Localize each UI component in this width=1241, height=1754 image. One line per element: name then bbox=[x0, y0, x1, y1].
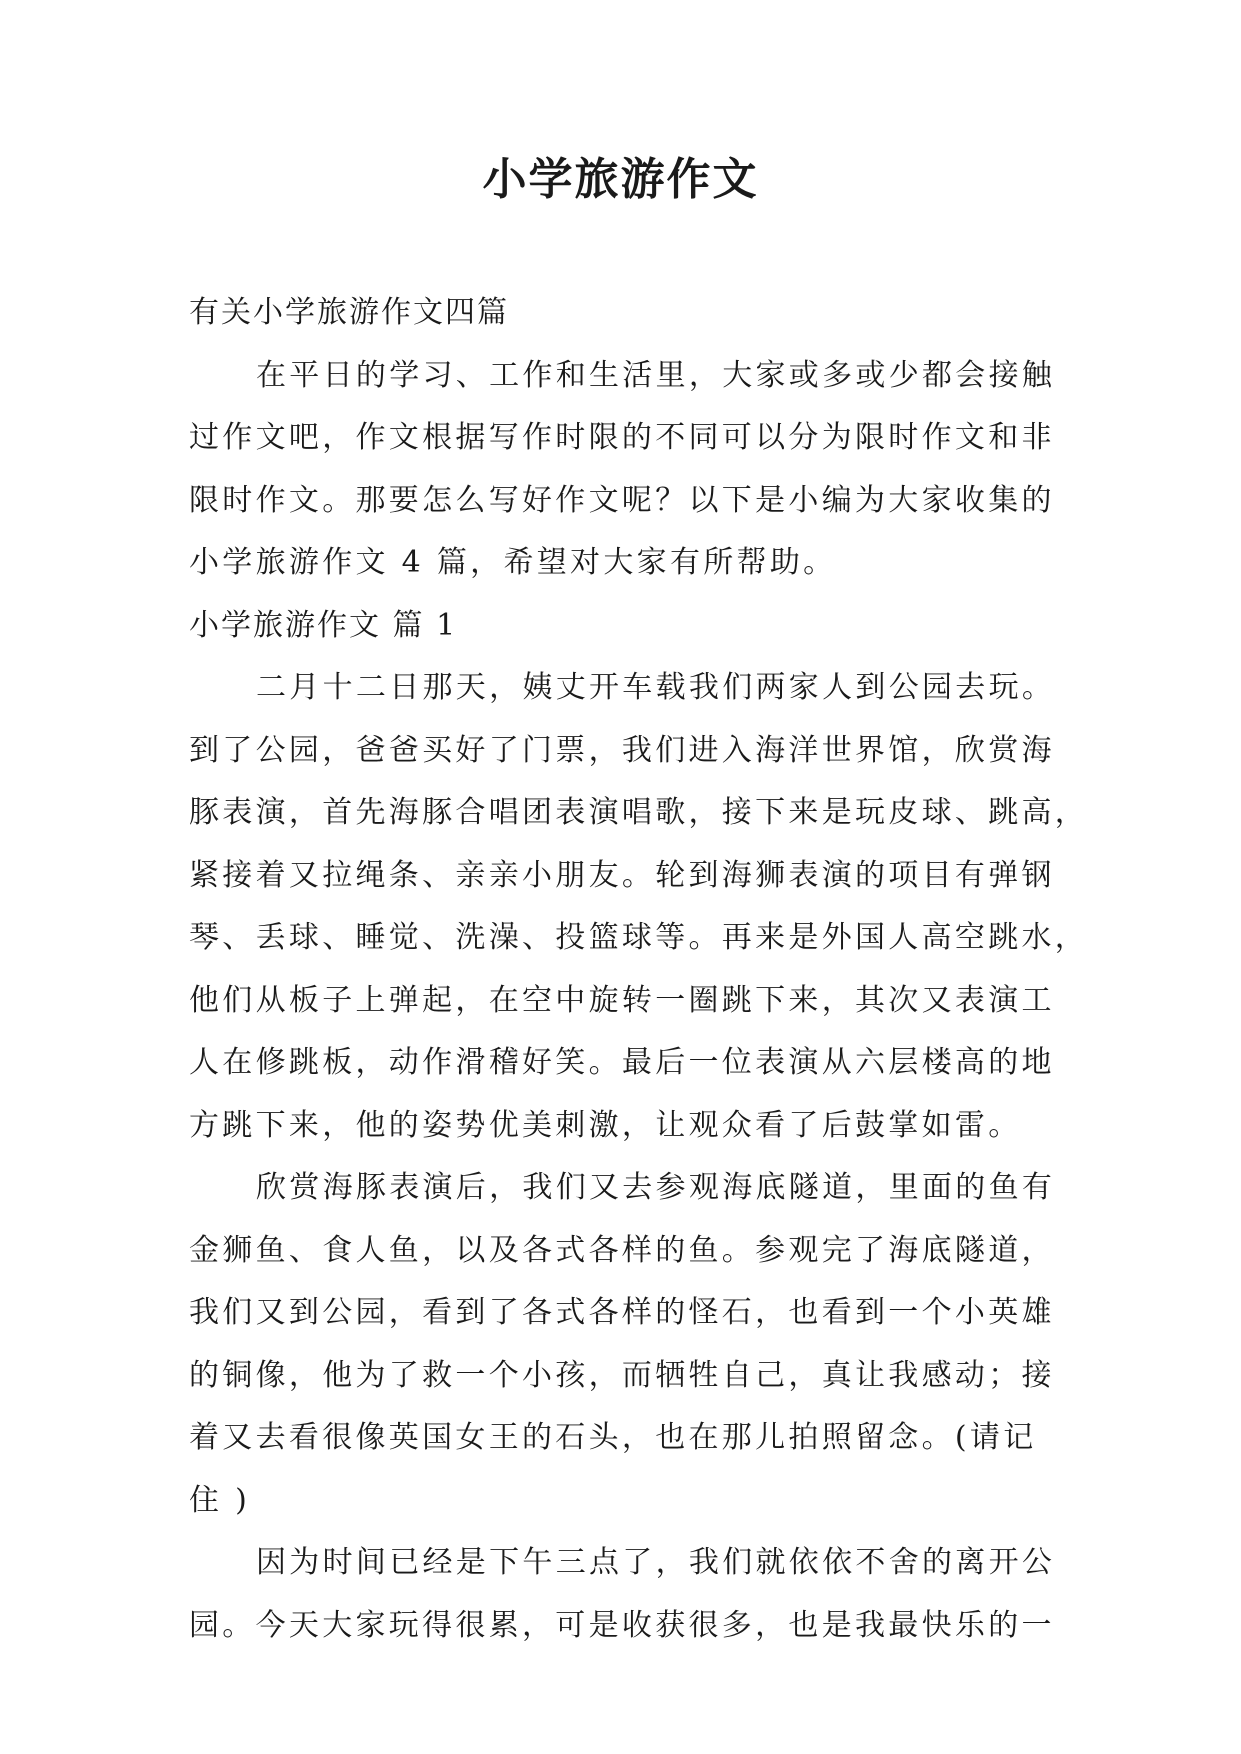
paragraph-line: 着又去看很像英国女王的石头，也在那儿拍照留念。(请记 bbox=[189, 1420, 1037, 1455]
paragraph-line: 在平日的学习、工作和生活里，大家或多或少都会接触 bbox=[256, 357, 1056, 393]
paragraph-line: 方跳下来，他的姿势优美刺激，让观众看了后鼓掌如雷。 bbox=[189, 1107, 1022, 1143]
paragraph-line: 金狮鱼、食人鱼，以及各式各样的鱼。参观完了海底隧道， bbox=[189, 1232, 1055, 1268]
paragraph-line: 紧接着又拉绳条、亲亲小朋友。轮到海狮表演的项目有弹钢 bbox=[189, 857, 1055, 893]
paragraph-line: 园。今天大家玩得很累，可是收获很多，也是我最快乐的一 bbox=[189, 1607, 1055, 1643]
paragraph-line: 他们从板子上弹起，在空中旋转一圈跳下来，其次又表演工 bbox=[189, 982, 1055, 1018]
document-subtitle: 有关小学旅游作文四篇 bbox=[189, 295, 509, 330]
paragraph-line: 限时作文。那要怎么写好作文呢？以下是小编为大家收集的 bbox=[189, 482, 1055, 518]
paragraph-line: 小学旅游作文 4 篇，希望对大家有所帮助。 bbox=[189, 545, 837, 580]
paragraph-line: 琴、丢球、睡觉、洗澡、投篮球等。再来是外国人高空跳水， bbox=[189, 920, 1089, 955]
paragraph-line: 人在修跳板，动作滑稽好笑。最后一位表演从六层楼高的地 bbox=[189, 1045, 1055, 1080]
paragraph-line: 我们又到公园，看到了各式各样的怪石，也看到一个小英雄 bbox=[189, 1295, 1055, 1330]
paragraph-line: 因为时间已经是下午三点了，我们就依依不舍的离开公 bbox=[256, 1545, 1056, 1580]
paragraph-line: 住 ) bbox=[189, 1482, 251, 1518]
section-heading: 小学旅游作文 篇 1 bbox=[189, 607, 458, 643]
paragraph-line: 过作文吧，作文根据写作时限的不同可以分为限时作文和非 bbox=[189, 420, 1055, 455]
paragraph-line: 欣赏海豚表演后，我们又去参观海底隧道，里面的鱼有 bbox=[256, 1170, 1056, 1205]
paragraph-line: 的铜像，他为了救一个小孩，而牺牲自己，真让我感动；接 bbox=[189, 1357, 1055, 1393]
paragraph-line: 二月十二日那天，姨丈开车载我们两家人到公园去玩。 bbox=[256, 670, 1056, 705]
document-body bbox=[189, 282, 1089, 1657]
paragraph-line: 到了公园，爸爸买好了门票，我们进入海洋世界馆，欣赏海 bbox=[189, 732, 1055, 768]
paragraph-line: 豚表演，首先海豚合唱团表演唱歌，接下来是玩皮球、跳高， bbox=[189, 795, 1089, 830]
document-title: 小学旅游作文 bbox=[482, 154, 759, 205]
